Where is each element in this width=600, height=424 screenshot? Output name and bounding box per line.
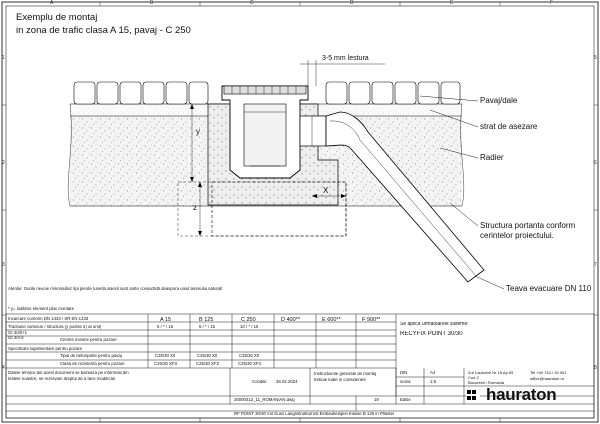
- border-number-7: 7: [594, 262, 597, 268]
- border-number-6: 6: [594, 160, 597, 166]
- class-b125-concrete: C25/30 X0: [197, 354, 218, 358]
- class-b125-strength: C25/30 XF3: [196, 362, 219, 366]
- drawing-number: 20000412_11_ROMANIAN.dwg: [234, 398, 295, 402]
- table-row2-label: Tractiune caminuri / structura (y pozitie 2) at unit): [8, 325, 102, 329]
- border-number-8: 8: [594, 365, 597, 371]
- class-b125: B 125: [199, 317, 214, 323]
- class-c250: C 250: [241, 317, 256, 323]
- instructions-label-1: Instructiunile generale de montaj: [314, 372, 377, 376]
- border-letter-b: B: [150, 0, 154, 6]
- border-number-2: 2: [2, 160, 5, 166]
- table-row5-label: Specificatii suplimentare pentru pozare: [8, 347, 83, 351]
- paving-label: Pavaj/dale: [480, 96, 518, 105]
- legal-text-1: Datele tehnice din acest document se bazeaza pe informatii din: [8, 371, 129, 375]
- dimension-y-label: y: [196, 127, 200, 136]
- class-a15-depth: 5 / * / 15: [157, 325, 174, 329]
- border-number-4: 4: [2, 365, 5, 371]
- company-phone: Tel +40 744 / 15 001: [530, 371, 567, 375]
- product-name: RECYFIX POINT 30/30: [400, 331, 463, 337]
- scale-value: 1:5: [430, 380, 436, 384]
- company-email: office@hauraton.ro: [530, 377, 565, 381]
- table-row7-label: Clasa de rezistenta pentru pozare: [60, 362, 125, 366]
- company-address-3: Bucuresti / Romania: [468, 381, 505, 385]
- border-letter-e: E: [450, 0, 454, 6]
- footnote: * y= inaltime element plus montare: [8, 306, 75, 311]
- company-address-2: Cod 2: [468, 376, 479, 380]
- din-label: DIN: [400, 371, 408, 375]
- table-row6-label: Tipul de betonparte pentru pavaj: [60, 354, 122, 358]
- dimension-z-label: z: [193, 203, 197, 212]
- class-d400: D 400**: [281, 317, 300, 323]
- table-row3a-label: Gr.4/20+1: [8, 331, 27, 335]
- border-letter-f: F: [550, 0, 554, 6]
- scale-label: scara: [400, 380, 411, 384]
- table-row3b-label: Gr.4/4-3: [8, 336, 24, 340]
- conditions-label: Conditii:: [252, 380, 268, 384]
- hauraton-logo-icon: [466, 388, 480, 402]
- bedding-label: strat de asezare: [480, 122, 538, 131]
- class-a15: A 15: [160, 317, 172, 323]
- class-f900: F 900**: [362, 317, 381, 323]
- border-number-5: 5: [594, 55, 597, 61]
- border-letter-c: C: [250, 0, 254, 6]
- class-a15-concrete: C25/30 X0: [155, 354, 176, 358]
- dimension-x-label: X: [323, 186, 329, 195]
- subbase-label: Radier: [480, 153, 504, 162]
- class-a15-strength: C25/30 XF3: [154, 362, 177, 366]
- class-e600: E 600**: [322, 317, 341, 323]
- legal-text-2: testele noastre; ne rezervam dreptul de a face modificari.: [8, 377, 117, 381]
- drawing-title-line2: in zona de trafic clasa A 15, pavaj - C 250: [16, 25, 191, 36]
- edition-label: Editie: [400, 398, 411, 402]
- outlet-pipe-label: Teava evacuare DN 110: [506, 284, 592, 293]
- foundation-label-1: Structura portanta conform: [480, 221, 576, 230]
- company-name: hauraton: [486, 385, 557, 404]
- border-number-3: 3: [2, 262, 5, 268]
- table-row4-label: Cerinte minime pentru pozare: [60, 338, 117, 342]
- drawing-caption: RF POINT 30/30 mit Guss Langsstrukturrost Einbaubeispiel Klasse B 125 in Pflaster: [234, 412, 395, 416]
- class-c250-depth: 10 / * / 15: [240, 325, 259, 329]
- foundation-label-2: cerintelor proiectului.: [480, 231, 554, 240]
- table-row1-label: Incarcare conform DN 1433 / SR EN 1433: [8, 317, 89, 321]
- sheet-number: 19: [374, 398, 379, 402]
- border-number-1: 1: [2, 55, 5, 61]
- gap-label: 3-5 mm lestura: [322, 55, 369, 62]
- product-label: Se aplica urmatoarele sisteme:: [400, 322, 469, 327]
- drawing-date: 28.02.2024: [276, 380, 298, 384]
- class-c250-concrete: C25/30 X0: [239, 354, 260, 358]
- border-letter-d: D: [350, 0, 354, 6]
- instructions-label-2: trebuie luate in considerare: [314, 378, 366, 382]
- din-value: A4: [430, 371, 436, 375]
- drawing-title-line1: Exemplu de montaj: [16, 12, 98, 23]
- warning-note: Atentie: Gurile nevoie minorsullez tipi pierde tunetla ateonl sunt sarte consurtatti deaspora ooiul terenului natural!: [8, 286, 223, 291]
- class-c250-strength: C25/30 XF3: [238, 362, 261, 366]
- company-address-1: Zur Lausnixe Nr 18 Ap 85: [468, 371, 514, 375]
- class-b125-depth: 5 / * / 15: [199, 325, 216, 329]
- border-letter-a: A: [50, 0, 54, 6]
